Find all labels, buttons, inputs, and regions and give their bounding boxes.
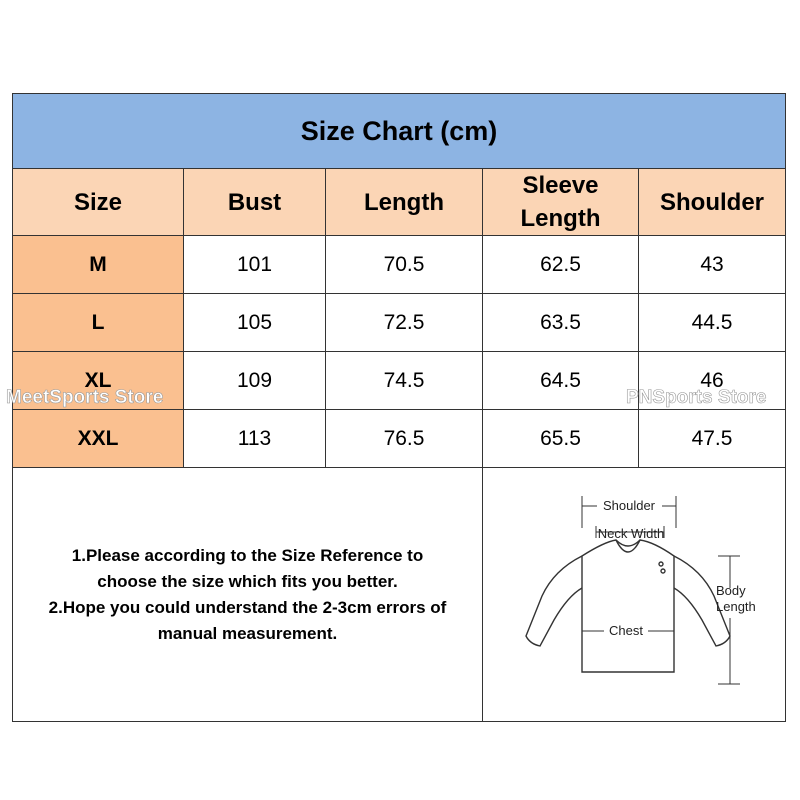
sleeve-cell: 65.5 [483, 410, 639, 468]
size-cell: L [13, 294, 184, 352]
length-cell: 76.5 [326, 410, 483, 468]
length-cell: 70.5 [326, 236, 483, 294]
watermark-left: MeetSports Store [6, 387, 164, 408]
header-sleeve-length: Sleeve Length [483, 169, 639, 236]
shoulder-label: Shoulder [602, 498, 655, 513]
note-line: choose the size which fits you better. [97, 571, 398, 591]
notes-cell [13, 468, 483, 722]
size-cell: M [13, 236, 184, 294]
neck-width-label: Neck Width [597, 526, 664, 541]
header-row [13, 169, 786, 236]
body-label: Body [715, 583, 746, 598]
watermark-right: PNSports Store [626, 387, 767, 408]
size-cell: XL [13, 352, 184, 410]
shirt-outline [582, 540, 674, 672]
notes-row [13, 468, 786, 722]
header-shoulder: Shoulder [639, 169, 786, 236]
chart-title: Size Chart (cm) [13, 94, 786, 169]
bust-cell: 105 [184, 294, 326, 352]
shoulder-cell: 43 [639, 236, 786, 294]
diagram-cell [483, 468, 786, 722]
sleeve-cell: 62.5 [483, 236, 639, 294]
shoulder-cell: 46 [639, 352, 786, 410]
shoulder-cell: 44.5 [639, 294, 786, 352]
bust-cell: 113 [184, 410, 326, 468]
length-label: Length [715, 599, 756, 614]
left-sleeve [526, 556, 582, 646]
header-size: Size [13, 169, 184, 236]
bust-cell: 101 [184, 236, 326, 294]
table-row [13, 236, 786, 294]
length-cell: 74.5 [326, 352, 483, 410]
sleeve-cell: 64.5 [483, 352, 639, 410]
length-cell: 72.5 [326, 294, 483, 352]
note-line: manual measurement. [157, 623, 338, 643]
table-row [13, 294, 786, 352]
chest-label: Chest [608, 623, 643, 638]
sleeve-cell: 63.5 [483, 294, 639, 352]
note-line: 1.Please according to the Size Reference to [71, 545, 424, 565]
shoulder-cell: 47.5 [639, 410, 786, 468]
header-bust: Bust [184, 169, 326, 236]
size-cell: XXL [13, 410, 184, 468]
note-line: 2.Hope you could understand the 2-3cm errors of [48, 597, 447, 617]
size-notes [13, 543, 482, 647]
bust-cell: 109 [184, 352, 326, 410]
header-length: Length [326, 169, 483, 236]
table-row [13, 410, 786, 468]
measurement-diagram [484, 468, 785, 716]
